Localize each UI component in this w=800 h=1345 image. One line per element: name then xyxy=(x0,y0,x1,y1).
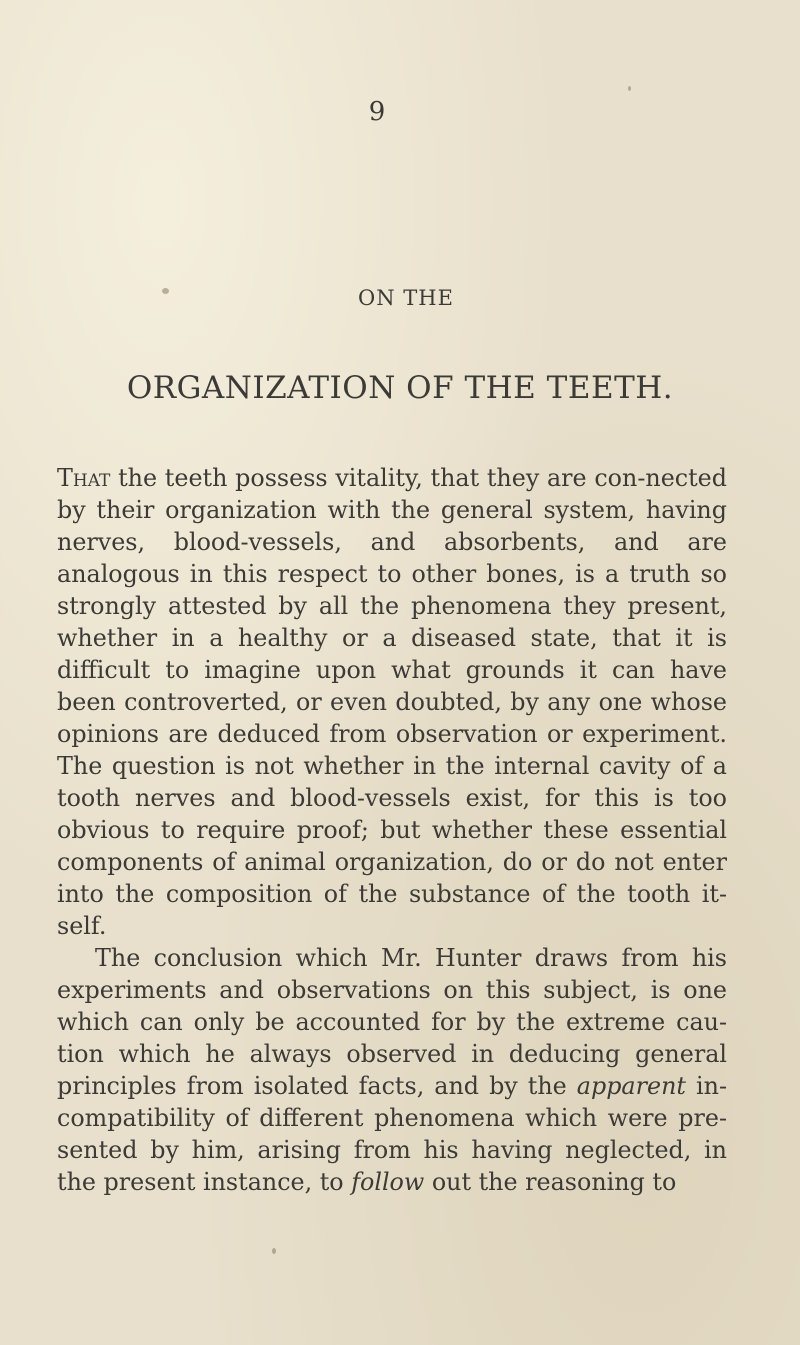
emphasis-follow: follow xyxy=(351,1168,425,1196)
paragraph-text: the teeth possess vitality, that they are con-nected by their organization with the general system, having nerves, blood-vessels, and absorbents, and are analogous in this respect to other bones, is a truth so strongly attested by all the phenomena they present, whether in a healthy or a diseased state, that it is difficult to imagine upon what grounds it can have been controverted, or even doubted, by any one whose opinions are deduced from observation or experiment. The question is not whether in the internal cavity of a tooth nerves and blood-vessels exist, for this is too obvious to require proof; but whether these essential components of animal organization, do or do not enter into the composition of the substance of the tooth it-self. xyxy=(57,464,727,940)
chapter-title: ORGANIZATION OF THE TEETH. xyxy=(126,370,674,406)
paragraph-2 xyxy=(57,942,727,1198)
foxing-spot xyxy=(628,86,631,91)
page-number: 9 xyxy=(368,97,386,127)
paragraph-1 xyxy=(57,462,727,942)
body-text xyxy=(57,462,727,1198)
subtitle: ON THE xyxy=(358,286,454,310)
paragraph-text: out the reasoning to xyxy=(424,1168,677,1196)
paragraph-lead-word: That xyxy=(57,464,111,492)
paragraph-text: The conclusion which Mr. Hunter draws from his experiments and observations on this subject, is one which can only be accounted for by the extreme cau-tion which he always observed in deducing general principles from isolated facts, and by the xyxy=(57,944,727,1100)
emphasis-apparent: apparent xyxy=(576,1072,686,1100)
foxing-spot xyxy=(272,1248,276,1254)
paragraph-text: in-compatibility of different phenomena which were pre-sented by him, arising from his having neglected, in the present instance, to xyxy=(57,1072,727,1196)
